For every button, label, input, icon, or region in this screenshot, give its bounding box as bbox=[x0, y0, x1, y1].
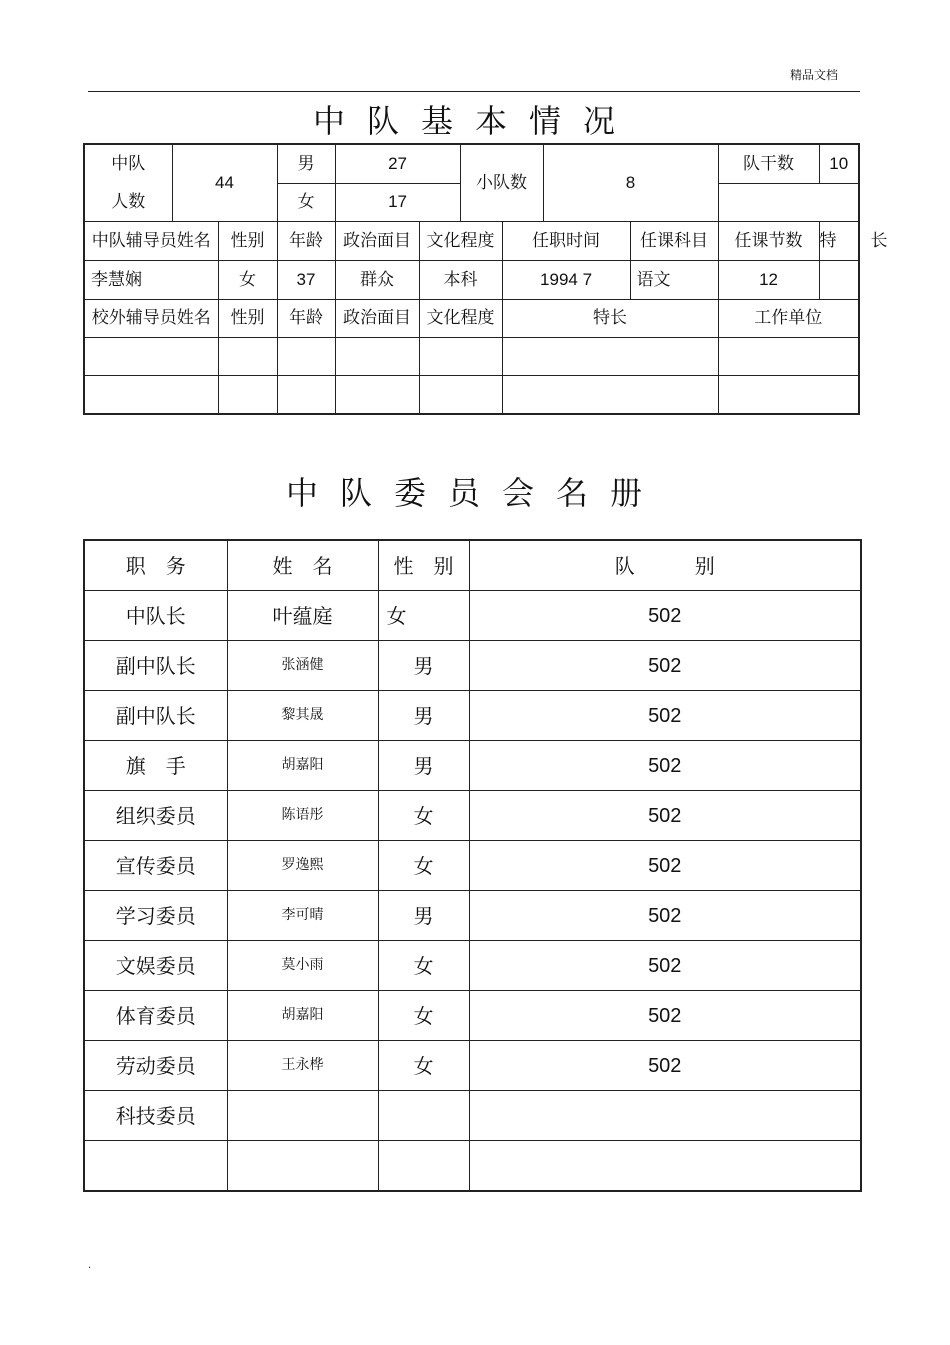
header-rule bbox=[88, 91, 860, 92]
cadre-count: 10 bbox=[819, 144, 859, 183]
table-cell: 男 bbox=[378, 691, 469, 741]
table-cell bbox=[378, 1141, 469, 1192]
table-cell: 群众 bbox=[335, 261, 419, 300]
table-header-cell: 文化程度 bbox=[419, 300, 502, 338]
table-cell bbox=[218, 376, 277, 414]
female-label: 女 bbox=[277, 183, 335, 221]
table-cell: 罗逸熙 bbox=[227, 841, 378, 891]
table-cell: 体育委员 bbox=[84, 991, 227, 1041]
table-cell bbox=[227, 1141, 378, 1192]
table-header-cell: 政治面目 bbox=[335, 300, 419, 338]
table-cell bbox=[502, 338, 718, 376]
male-count: 27 bbox=[335, 144, 460, 183]
table-cell: 本科 bbox=[419, 261, 502, 300]
table-cell: 胡嘉阳 bbox=[227, 991, 378, 1041]
table-cell bbox=[218, 338, 277, 376]
counselor-header-row bbox=[84, 222, 859, 261]
table-cell bbox=[502, 376, 718, 414]
table-cell bbox=[469, 1141, 861, 1192]
table-cell: 502 bbox=[469, 991, 861, 1041]
table-cell: 女 bbox=[378, 841, 469, 891]
table-cell: 女 bbox=[378, 991, 469, 1041]
table-header-cell: 姓 名 bbox=[227, 540, 378, 591]
table-cell: 组织委员 bbox=[84, 791, 227, 841]
table-cell: 莫小雨 bbox=[227, 941, 378, 991]
table-row bbox=[84, 841, 861, 891]
table-header-cell: 性别 bbox=[218, 222, 277, 261]
table-cell bbox=[469, 1091, 861, 1141]
roster-title: 中队委员会名册 bbox=[285, 474, 664, 512]
table-cell: 502 bbox=[469, 841, 861, 891]
table-cell bbox=[819, 261, 859, 300]
table-cell bbox=[335, 376, 419, 414]
table-cell: 女 bbox=[378, 941, 469, 991]
footer-mark: . bbox=[88, 1260, 92, 1271]
table-cell: 男 bbox=[378, 891, 469, 941]
table-cell: 502 bbox=[469, 641, 861, 691]
table-header-cell: 校外辅导员姓名 bbox=[84, 300, 218, 338]
table-cell: 陈语彤 bbox=[227, 791, 378, 841]
table-cell: 李可晴 bbox=[227, 891, 378, 941]
table-cell: 女 bbox=[218, 261, 277, 300]
table-row bbox=[84, 1041, 861, 1091]
table-cell: 胡嘉阳 bbox=[227, 741, 378, 791]
table-cell: 502 bbox=[469, 941, 861, 991]
roster-header-row bbox=[84, 540, 861, 591]
table-cell: 12 bbox=[718, 261, 819, 300]
table-cell: 副中队长 bbox=[84, 641, 227, 691]
table-cell: 黎其晟 bbox=[227, 691, 378, 741]
table-cell bbox=[84, 1141, 227, 1192]
table-cell: 李慧娴 bbox=[84, 261, 218, 300]
counselor-row bbox=[84, 261, 859, 300]
table-cell: 1994 7 bbox=[502, 261, 630, 300]
table-cell: 男 bbox=[378, 741, 469, 791]
table-cell: 叶蕴庭 bbox=[227, 591, 378, 641]
table-cell bbox=[378, 1091, 469, 1141]
table-cell: 502 bbox=[469, 791, 861, 841]
basic-info-table bbox=[83, 143, 888, 415]
table-header-cell: 年龄 bbox=[277, 300, 335, 338]
table-row bbox=[84, 991, 861, 1041]
table-header-cell: 任课节数 bbox=[718, 222, 819, 261]
table-row bbox=[84, 1091, 861, 1141]
table-header-cell: 中队辅导员姓名 bbox=[84, 222, 218, 261]
table-cell: 女 bbox=[378, 591, 469, 641]
table-header-cell: 文化程度 bbox=[419, 222, 502, 261]
table-header-cell: 性别 bbox=[218, 300, 277, 338]
table-cell bbox=[277, 376, 335, 414]
table-cell: 502 bbox=[469, 891, 861, 941]
table-header-cell: 性 别 bbox=[378, 540, 469, 591]
table-row bbox=[84, 591, 861, 641]
table-cell: 女 bbox=[378, 791, 469, 841]
table-cell: 502 bbox=[469, 591, 861, 641]
table-cell: 女 bbox=[378, 1041, 469, 1091]
table-cell bbox=[419, 338, 502, 376]
table-cell: 张涵健 bbox=[227, 641, 378, 691]
table-cell: 文娱委员 bbox=[84, 941, 227, 991]
committee-roster-table bbox=[83, 539, 862, 1192]
table-cell: 科技委员 bbox=[84, 1091, 227, 1141]
table-header-cell: 工作单位 bbox=[718, 300, 859, 338]
table-header-cell: 年龄 bbox=[277, 222, 335, 261]
table-cell bbox=[718, 338, 859, 376]
small-team-label: 小队数 bbox=[460, 144, 543, 222]
table-cell: 王永桦 bbox=[227, 1041, 378, 1091]
table-row bbox=[84, 691, 861, 741]
table-cell: 37 bbox=[277, 261, 335, 300]
male-label: 男 bbox=[277, 144, 335, 183]
table-cell: 502 bbox=[469, 1041, 861, 1091]
table-row bbox=[84, 941, 861, 991]
table-cell bbox=[718, 376, 859, 414]
table-header-cell: 任课科目 bbox=[630, 222, 718, 261]
table-cell: 旗 手 bbox=[84, 741, 227, 791]
table-cell: 宣传委员 bbox=[84, 841, 227, 891]
outside-empty-row bbox=[84, 338, 859, 376]
table-row bbox=[84, 1141, 861, 1192]
table-cell: 副中队长 bbox=[84, 691, 227, 741]
table-header-cell: 特长 bbox=[502, 300, 718, 338]
outside-header-row bbox=[84, 300, 859, 338]
table-row bbox=[84, 891, 861, 941]
outside-empty-row bbox=[84, 376, 859, 414]
table-cell bbox=[419, 376, 502, 414]
table-cell: 502 bbox=[469, 741, 861, 791]
table-row bbox=[84, 641, 861, 691]
table-header-cell: 任职时间 bbox=[502, 222, 630, 261]
table-header-cell: 政治面目 bbox=[335, 222, 419, 261]
info-title: 中队基本情况 bbox=[312, 102, 637, 140]
table-cell: 学习委员 bbox=[84, 891, 227, 941]
table-cell: 中队长 bbox=[84, 591, 227, 641]
cadre-label: 队干数 bbox=[718, 144, 819, 183]
small-team-count: 8 bbox=[543, 144, 718, 222]
squad-count-label: 中队 人数 bbox=[84, 144, 172, 222]
table-cell bbox=[84, 338, 218, 376]
squad-count: 44 bbox=[172, 144, 277, 222]
table-cell bbox=[227, 1091, 378, 1141]
table-row bbox=[84, 741, 861, 791]
table-cell: 劳动委员 bbox=[84, 1041, 227, 1091]
table-header-cell: 职 务 bbox=[84, 540, 227, 591]
table-cell: 语文 bbox=[630, 261, 718, 300]
header-note: 精品文档 bbox=[790, 68, 839, 82]
table-cell bbox=[277, 338, 335, 376]
table-cell: 男 bbox=[378, 641, 469, 691]
table-header-cell: 队 别 bbox=[469, 540, 861, 591]
table-header-cell: 特 长 bbox=[819, 222, 859, 261]
table-row bbox=[84, 791, 861, 841]
table-cell bbox=[335, 338, 419, 376]
table-cell: 502 bbox=[469, 691, 861, 741]
table-cell bbox=[84, 376, 218, 414]
female-count: 17 bbox=[335, 183, 460, 221]
